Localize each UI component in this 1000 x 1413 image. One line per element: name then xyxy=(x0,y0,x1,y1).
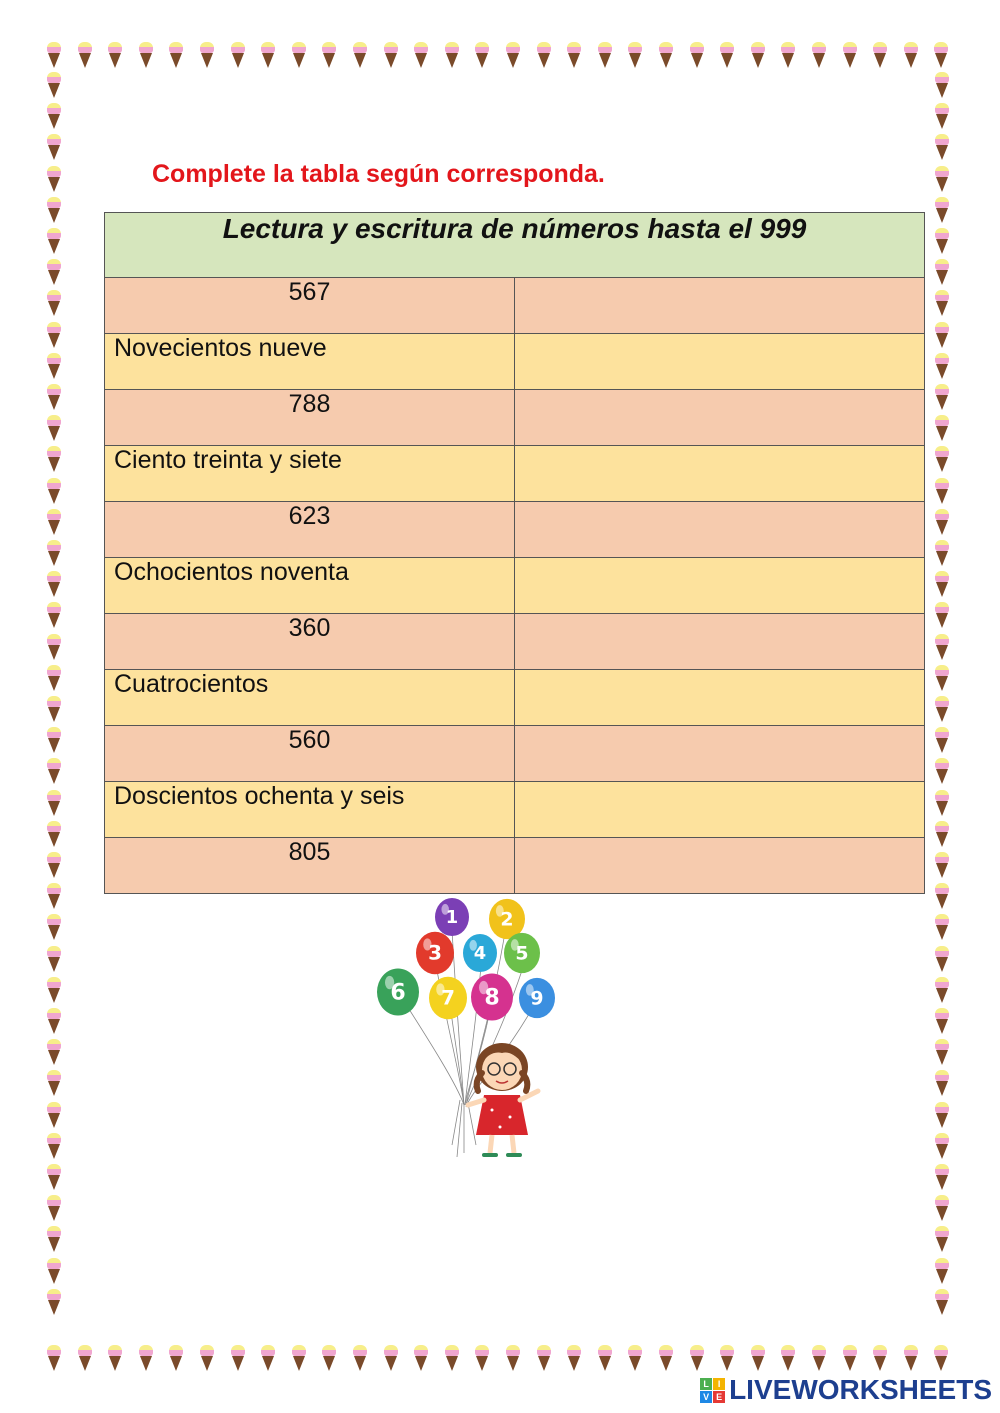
ice-cream-cone-icon xyxy=(935,1195,949,1221)
ice-cream-cone-icon xyxy=(935,322,949,348)
ice-cream-cone-icon xyxy=(47,1226,61,1252)
ice-cream-cone-icon xyxy=(139,42,153,68)
ice-cream-cone-icon xyxy=(934,1345,948,1371)
ice-cream-cone-icon xyxy=(935,72,949,98)
ice-cream-cone-icon xyxy=(935,1039,949,1065)
balloon-number: 7 xyxy=(441,985,455,1010)
ice-cream-cone-icon xyxy=(47,228,61,254)
ice-cream-cone-icon xyxy=(47,696,61,722)
ice-cream-cone-icon xyxy=(904,42,918,68)
ice-cream-cone-icon xyxy=(567,42,581,68)
ice-cream-cone-icon xyxy=(935,228,949,254)
ice-cream-cone-icon xyxy=(47,166,61,192)
balloon-number: 6 xyxy=(390,980,406,1006)
number-prompt xyxy=(105,726,515,782)
ice-cream-cone-icon xyxy=(935,290,949,316)
ice-cream-cone-icon xyxy=(935,134,949,160)
ice-cream-cone-icon xyxy=(628,42,642,68)
ice-cream-cone-icon xyxy=(47,415,61,441)
answer-cell xyxy=(515,782,925,838)
logo-letter: L xyxy=(700,1378,712,1390)
ice-cream-cone-icon xyxy=(322,1345,336,1371)
ice-cream-cone-icon xyxy=(139,1345,153,1371)
word-prompt xyxy=(105,446,515,502)
ice-cream-cone-icon xyxy=(935,634,949,660)
table-row xyxy=(105,670,925,726)
instruction-text: Complete la tabla según corresponda. xyxy=(152,160,605,188)
ice-cream-cone-icon xyxy=(292,1345,306,1371)
ice-cream-cone-icon xyxy=(47,790,61,816)
answer-cell xyxy=(515,502,925,558)
word-prompt xyxy=(105,782,515,838)
ice-cream-cone-icon xyxy=(353,1345,367,1371)
answer-input[interactable] xyxy=(515,447,924,501)
ice-cream-cone-icon xyxy=(935,1070,949,1096)
ice-cream-cone-icon xyxy=(292,42,306,68)
balloon-number: 9 xyxy=(530,987,544,1010)
balloon-9 xyxy=(519,978,555,1018)
ice-cream-cone-icon xyxy=(843,1345,857,1371)
ice-cream-cone-icon xyxy=(751,1345,765,1371)
table-row xyxy=(105,446,925,502)
balloon-number: 5 xyxy=(515,942,529,965)
ice-cream-cone-icon xyxy=(445,42,459,68)
ice-cream-cone-icon xyxy=(47,727,61,753)
ice-cream-cone-icon xyxy=(47,1102,61,1128)
girl-with-balloons-illustration xyxy=(372,895,572,1165)
ice-cream-cone-icon xyxy=(935,571,949,597)
ice-cream-cone-icon xyxy=(935,727,949,753)
answer-cell xyxy=(515,726,925,782)
prompt-text: 805 xyxy=(288,838,331,866)
ice-cream-cone-icon xyxy=(47,821,61,847)
ice-cream-cone-icon xyxy=(353,42,367,68)
ice-cream-cone-icon xyxy=(567,1345,581,1371)
prompt-text: 560 xyxy=(288,726,331,754)
ice-cream-cone-icon xyxy=(47,509,61,535)
table-title: Lectura y escritura de números hasta el 999 xyxy=(105,213,925,278)
ice-cream-cone-icon xyxy=(720,1345,734,1371)
ice-cream-cone-icon xyxy=(506,42,520,68)
liveworksheets-logo-icon xyxy=(700,1378,725,1403)
ice-cream-cone-icon xyxy=(384,42,398,68)
ice-cream-cone-icon xyxy=(414,1345,428,1371)
ice-cream-cone-icon xyxy=(935,197,949,223)
ice-cream-cone-icon xyxy=(935,852,949,878)
answer-input[interactable] xyxy=(515,839,924,893)
answer-input[interactable] xyxy=(515,783,924,837)
ice-cream-cone-icon xyxy=(935,1102,949,1128)
number-table xyxy=(104,212,925,894)
answer-cell xyxy=(515,838,925,894)
ice-cream-cone-icon xyxy=(935,696,949,722)
ice-cream-cone-icon xyxy=(935,1226,949,1252)
ice-cream-cone-icon xyxy=(108,42,122,68)
ice-cream-cone-icon xyxy=(935,353,949,379)
balloon-1 xyxy=(435,898,469,936)
balloon-8 xyxy=(471,973,513,1020)
answer-cell xyxy=(515,278,925,334)
number-prompt xyxy=(105,278,515,334)
ice-cream-cone-icon xyxy=(935,103,949,129)
ice-cream-cone-icon xyxy=(47,259,61,285)
ice-cream-cone-icon xyxy=(47,134,61,160)
prompt-text: Cuatrocientos xyxy=(114,670,269,698)
number-prompt xyxy=(105,502,515,558)
ice-cream-cone-icon xyxy=(414,42,428,68)
ice-cream-cone-icon xyxy=(47,1345,61,1371)
ice-cream-cone-icon xyxy=(935,166,949,192)
ice-cream-cone-icon xyxy=(47,322,61,348)
ice-cream-cone-icon xyxy=(47,602,61,628)
ice-cream-cone-icon xyxy=(47,42,61,68)
balloon-5 xyxy=(504,933,540,973)
ice-cream-cone-icon xyxy=(935,914,949,940)
ice-cream-cone-icon xyxy=(47,103,61,129)
answer-cell xyxy=(515,670,925,726)
balloon-number: 2 xyxy=(500,908,514,931)
ice-cream-cone-icon xyxy=(690,1345,704,1371)
table-row xyxy=(105,782,925,838)
table-row xyxy=(105,558,925,614)
number-prompt xyxy=(105,614,515,670)
answer-input[interactable] xyxy=(515,503,924,557)
girl-figure xyxy=(468,1043,538,1155)
ice-cream-cone-icon xyxy=(200,1345,214,1371)
balloon-number: 8 xyxy=(484,985,500,1011)
balloon-4 xyxy=(463,934,497,972)
ice-cream-cone-icon xyxy=(935,977,949,1003)
ice-cream-cone-icon xyxy=(47,1164,61,1190)
logo-letter: V xyxy=(700,1391,712,1403)
balloon-number: 1 xyxy=(445,906,459,928)
ice-cream-cone-icon xyxy=(935,1133,949,1159)
word-prompt xyxy=(105,334,515,390)
table-row xyxy=(105,334,925,390)
balloon-3 xyxy=(416,932,454,975)
ice-cream-cone-icon xyxy=(47,1195,61,1221)
ice-cream-cone-icon xyxy=(659,42,673,68)
answer-cell xyxy=(515,558,925,614)
ice-cream-cone-icon xyxy=(751,42,765,68)
prompt-text: 360 xyxy=(288,614,331,642)
ice-cream-cone-icon xyxy=(47,571,61,597)
ice-cream-cone-icon xyxy=(935,540,949,566)
ice-cream-cone-icon xyxy=(935,259,949,285)
ice-cream-cone-icon xyxy=(47,1258,61,1284)
ice-cream-cone-icon xyxy=(843,42,857,68)
ice-cream-cone-icon xyxy=(812,42,826,68)
logo-letter: I xyxy=(713,1378,725,1390)
ice-cream-cone-icon xyxy=(47,977,61,1003)
ice-cream-cone-icon xyxy=(200,42,214,68)
ice-cream-cone-icon xyxy=(445,1345,459,1371)
ice-cream-cone-icon xyxy=(628,1345,642,1371)
ice-cream-cone-icon xyxy=(537,42,551,68)
ice-cream-cone-icon xyxy=(506,1345,520,1371)
ice-cream-cone-icon xyxy=(47,1289,61,1315)
ice-cream-cone-icon xyxy=(935,1258,949,1284)
ice-cream-cone-icon xyxy=(935,821,949,847)
ice-cream-cone-icon xyxy=(47,1133,61,1159)
ice-cream-cone-icon xyxy=(873,42,887,68)
ice-cream-cone-icon xyxy=(781,1345,795,1371)
ice-cream-cone-icon xyxy=(659,1345,673,1371)
brand-name: LIVEWORKSHEETS xyxy=(729,1374,992,1405)
ice-cream-cone-icon xyxy=(47,665,61,691)
ice-cream-cone-icon xyxy=(935,446,949,472)
ice-cream-cone-icon xyxy=(47,852,61,878)
ice-cream-cone-icon xyxy=(47,1070,61,1096)
number-prompt xyxy=(105,390,515,446)
liveworksheets-brand xyxy=(700,1373,992,1407)
prompt-text: Doscientos ochenta y seis xyxy=(114,782,405,810)
ice-cream-cone-icon xyxy=(47,1008,61,1034)
ice-cream-cone-icon xyxy=(475,1345,489,1371)
ice-cream-cone-icon xyxy=(598,1345,612,1371)
balloon-number: 3 xyxy=(428,940,442,965)
ice-cream-cone-icon xyxy=(935,790,949,816)
balloon-number: 4 xyxy=(473,942,487,964)
word-prompt xyxy=(105,670,515,726)
ice-cream-cone-icon xyxy=(904,1345,918,1371)
answer-input[interactable] xyxy=(515,335,924,389)
balloon-6 xyxy=(377,968,419,1015)
ice-cream-cone-icon xyxy=(78,1345,92,1371)
ice-cream-cone-icon xyxy=(935,1164,949,1190)
word-prompt xyxy=(105,558,515,614)
ice-cream-cone-icon xyxy=(935,883,949,909)
ice-cream-cone-icon xyxy=(475,42,489,68)
prompt-text: 567 xyxy=(288,278,331,306)
ice-cream-cone-icon xyxy=(231,1345,245,1371)
answer-input[interactable] xyxy=(515,559,924,613)
balloon-7 xyxy=(429,977,467,1020)
number-prompt xyxy=(105,838,515,894)
ice-cream-cone-icon xyxy=(47,946,61,972)
prompt-text: 623 xyxy=(288,502,331,530)
answer-input[interactable] xyxy=(515,615,924,669)
answer-input[interactable] xyxy=(515,671,924,725)
ice-cream-cone-icon xyxy=(720,42,734,68)
ice-cream-cone-icon xyxy=(690,42,704,68)
ice-cream-cone-icon xyxy=(47,634,61,660)
table-row xyxy=(105,390,925,446)
answer-cell xyxy=(515,334,925,390)
ice-cream-cone-icon xyxy=(231,42,245,68)
ice-cream-cone-icon xyxy=(935,946,949,972)
table-row xyxy=(105,502,925,558)
table-row xyxy=(105,278,925,334)
table-row xyxy=(105,726,925,782)
ice-cream-cone-icon xyxy=(78,42,92,68)
ice-cream-cone-icon xyxy=(47,72,61,98)
ice-cream-cone-icon xyxy=(47,478,61,504)
ice-cream-cone-icon xyxy=(47,540,61,566)
ice-cream-cone-icon xyxy=(812,1345,826,1371)
ice-cream-cone-icon xyxy=(47,758,61,784)
answer-input[interactable] xyxy=(515,279,924,333)
answer-input[interactable] xyxy=(515,727,924,781)
answer-cell xyxy=(515,614,925,670)
answer-cell xyxy=(515,390,925,446)
ice-cream-cone-icon xyxy=(873,1345,887,1371)
ice-cream-cone-icon xyxy=(47,290,61,316)
table-row xyxy=(105,614,925,670)
logo-letter: E xyxy=(713,1391,725,1403)
ice-cream-cone-icon xyxy=(935,415,949,441)
ice-cream-cone-icon xyxy=(598,42,612,68)
ice-cream-cone-icon xyxy=(47,384,61,410)
ice-cream-cone-icon xyxy=(537,1345,551,1371)
ice-cream-cone-icon xyxy=(935,665,949,691)
ice-cream-cone-icon xyxy=(934,42,948,68)
prompt-text: Ochocientos noventa xyxy=(114,558,349,586)
ice-cream-cone-icon xyxy=(935,478,949,504)
ice-cream-cone-icon xyxy=(169,42,183,68)
table-row xyxy=(105,838,925,894)
ice-cream-cone-icon xyxy=(47,446,61,472)
prompt-text: Ciento treinta y siete xyxy=(114,446,342,474)
ice-cream-cone-icon xyxy=(935,1289,949,1315)
ice-cream-cone-icon xyxy=(47,883,61,909)
ice-cream-cone-icon xyxy=(108,1345,122,1371)
ice-cream-cone-icon xyxy=(47,914,61,940)
ice-cream-cone-icon xyxy=(322,42,336,68)
ice-cream-cone-icon xyxy=(169,1345,183,1371)
ice-cream-cone-icon xyxy=(935,602,949,628)
prompt-text: 788 xyxy=(288,390,331,418)
ice-cream-cone-icon xyxy=(935,758,949,784)
ice-cream-cone-icon xyxy=(47,197,61,223)
ice-cream-cone-icon xyxy=(935,1008,949,1034)
ice-cream-cone-icon xyxy=(935,384,949,410)
ice-cream-cone-icon xyxy=(261,42,275,68)
ice-cream-cone-icon xyxy=(384,1345,398,1371)
ice-cream-cone-icon xyxy=(261,1345,275,1371)
ice-cream-cone-icon xyxy=(781,42,795,68)
answer-input[interactable] xyxy=(515,391,924,445)
ice-cream-cone-icon xyxy=(935,509,949,535)
prompt-text: Novecientos nueve xyxy=(114,334,327,362)
ice-cream-cone-icon xyxy=(47,353,61,379)
answer-cell xyxy=(515,446,925,502)
ice-cream-cone-icon xyxy=(47,1039,61,1065)
